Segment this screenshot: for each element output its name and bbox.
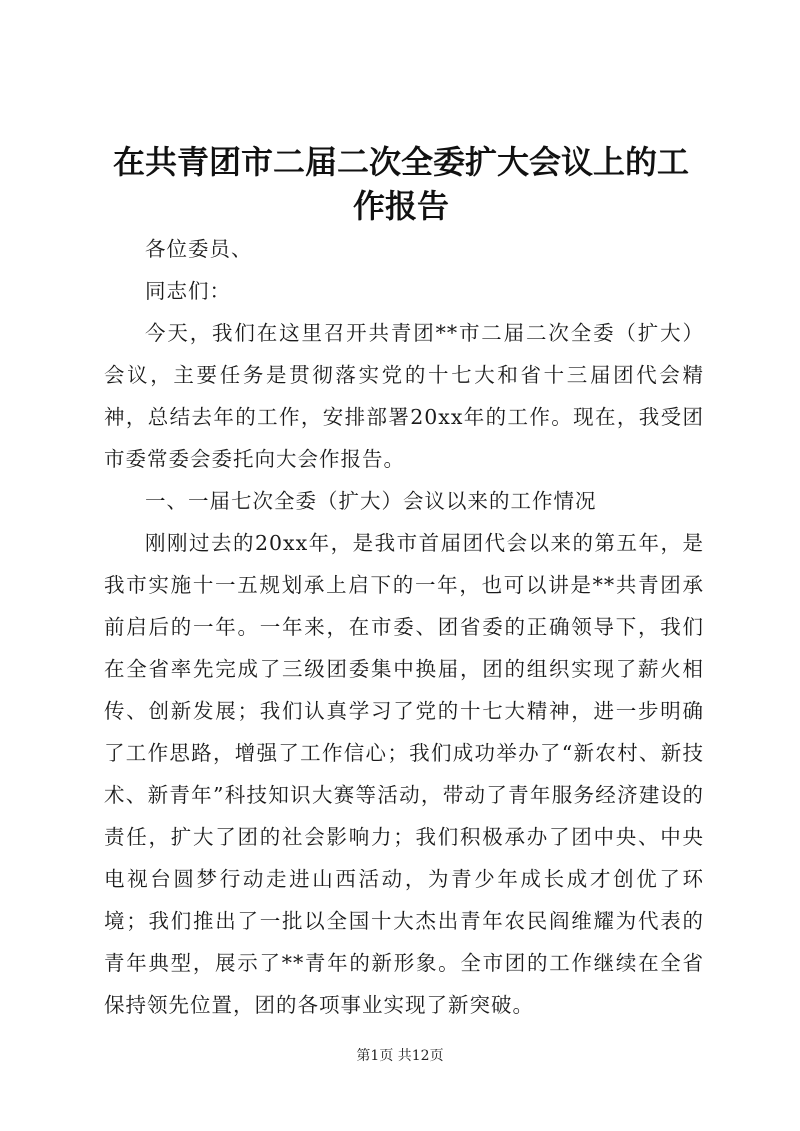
body-paragraph: 刚刚过去的20xx年，是我市首届团代会以来的第五年，是我市实施十一五规划承上启下的一年，也可以讲是**共青团承前启后的一年。一年来，在市委、团省委的正确领导下，我们在全省率先完成了三级团委集中换届，团的组织实现了薪火相传、创新发展；我们认真学习了党的十七大精神，进一步明确了工作思路，增强了工作信心；我们成功举办了“新农村、新技术、新青年”科技知识大赛等活动，带动了青年服务经济建设的责任，扩大了团的社会影响力；我们积极承办了团中央、中央电视台圆梦行动走进山西活动，为青少年成长成才创优了环境；我们推出了一批以全国十大杰出青年农民阎维耀为代表的青年典型，展示了**青年的新形象。全市团的工作继续在全省保持领先位置，团的各项事业实现了新突破。 <box>104 531 704 1017</box>
document-body <box>104 228 704 1026</box>
document-title: 在共青团市二届二次全委扩大会议上的工作报告 <box>112 143 689 225</box>
salutation-line-1: 各位委员、 <box>145 237 253 261</box>
salutation-line-2: 同志们： <box>145 279 231 303</box>
section-heading: 一、一届七次全委（扩大）会议以来的工作情况 <box>145 489 597 513</box>
intro-paragraph: 今天，我们在这里召开共青团**市二届二次全委（扩大）会议，主要任务是贯彻落实党的十七大和省十三届团代会精神，总结去年的工作，安排部署20xx年的工作。现在，我受团市委常委会委托向大会作报告。 <box>104 321 704 471</box>
page-footer: 第1页 共12页 <box>356 1048 444 1064</box>
